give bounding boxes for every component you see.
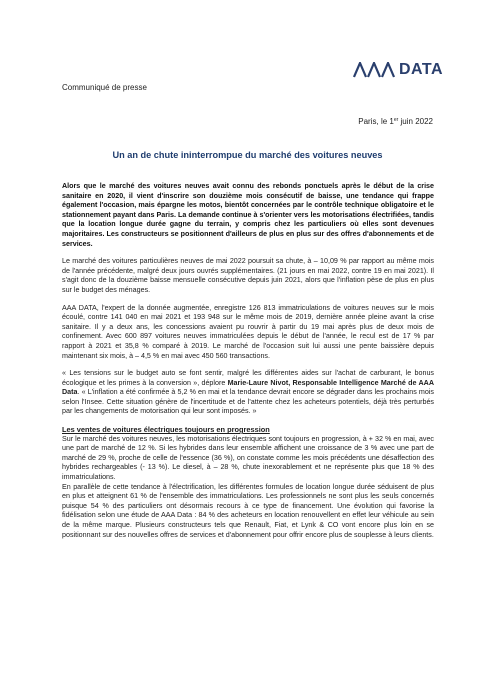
quote-after: . « L'inflation a été confirmée à 5,2 % en mai et la tendance devrait encore se dégrader dans les prochains mois selon l'Insee. Cette situation génère de l'incertitude et de l'attente chez les acheteurs potentiels, déjà très perturbés par les changements de motorisation qui leur sont imposés. » [62, 388, 434, 416]
quote-before: « Les tensions sur le budget auto se font sentir, malgré les différentes aides sur l'achat de carburant, le bonus écologique et les primes à la conversion », déplore [62, 369, 434, 387]
page-title: Un an de chute ininterrompue du marché des voitures neuves [112, 150, 383, 160]
quote-speaker: Marie-Laure Nivot, Responsable Intelligence Marché de AAA Data [62, 378, 434, 397]
paragraph-registrations: AAA DATA, l'expert de la donnée augmentée, enregistre 126 813 immatriculations de voitures neuves sur le mois écoulé, contre 141 040 en mai 2021 et 193 948 sur le même mois de 2019, dernière année pleine avant la crise sanitaire. Il y a deux ans, les concessions avaient pu rouvrir à partir du 19 mai après plus de deux mois de confinement. Avec 600 897 voitures neuves immatriculées depuis le début de l'année, le recul est de 17 % par rapport à 2021 et 35,8 % comparé à 2019. Le marché de l'occasion suit lui aussi une pente baissière depuis maintenant six mois, à – 4,5 % en mai avec 450 560 transactions. [62, 303, 434, 360]
section-heading: Les ventes de voitures électriques toujours en progression [62, 425, 270, 435]
quote-paragraph [62, 369, 434, 417]
lead-paragraph: Alors que le marché des voitures neuves avait connu des rebonds ponctuels après le début de la crise sanitaire en 2020, il vient d'inscrire son douzième mois consécutif de baisse, une tendance qui frappe également l'occasion, mais épargne les motos, bientôt concernées par le contrôle technique obligatoire et le stationnement payant dans Paris. La demande continue à s'orienter vers les motorisations électrifiées, tandis que la location longue durée gagne du terrain, y compris chez les particuliers où elles sont devenues majoritaires. Les constructeurs se positionnent d'ailleurs de plus en plus sur des offres d'abonnements et de services. [62, 182, 434, 248]
article-body [62, 182, 434, 540]
paragraph-market: Le marché des voitures particulières neuves de mai 2022 poursuit sa chute, à – 10,09 % par rapport au même mois de l'année précédente, malgré deux jours ouvrés supplémentaires. (21 jours en mai 2022, contre 19 en mai 2021). Il s'agit donc de la douzième baisse mensuelle consécutive depuis juin 2021, alors que l'inflation pèse de plus en plus sur le budget des ménages. [62, 257, 434, 294]
document-type: Communiqué de presse [62, 83, 147, 92]
date-prefix: Paris, le 1 [358, 117, 394, 126]
section-paragraph-electric: Sur le marché des voitures neuves, les motorisations électriques sont toujours en progression, à + 32 % en mai, avec une part de marché de 12 %. Si les hybrides dans leur ensemble affichent une croissance de 3 % avec une part de marché de 29 %, proche de celle de l'essence (36 %), on constate comme les mois précédents une désaffection des hybrides rechargeables (- 13 %). Le diesel, à – 28 %, chute inexorablement et ne représente plus que 18 % des immatriculations. [62, 434, 434, 482]
aaa-data-logo [353, 56, 443, 78]
date-ordinal: er [393, 117, 399, 123]
aaa-mark-icon [353, 62, 397, 78]
section-electric [62, 425, 434, 540]
section-paragraph-leasing: En parallèle de cette tendance à l'électrification, les différentes formules de location longue durée séduisent de plus en plus et atteignent 61 % de l'ensemble des immatriculations. Les professionnels ne sont plus les seuls concernés puisque 54 % des particuliers ont désormais recours à ce type de financement. Une évolution qui favorise la fidélisation selon une étude de AAA Data : 84 % des acheteurs en location renouvellent en effet leur véhicule au sein de la même marque. Plusieurs constructeurs tels que Renault, Fiat, et Lynk & CO vont encore plus loin en se positionnant sur des nouvelles offres de services et d'abonnement pour offrir encore plus de souplesse à leurs clients. [62, 482, 434, 539]
logo-wordmark: DATA [398, 61, 443, 78]
date-suffix: juin 2022 [398, 117, 433, 126]
release-date [358, 117, 433, 126]
